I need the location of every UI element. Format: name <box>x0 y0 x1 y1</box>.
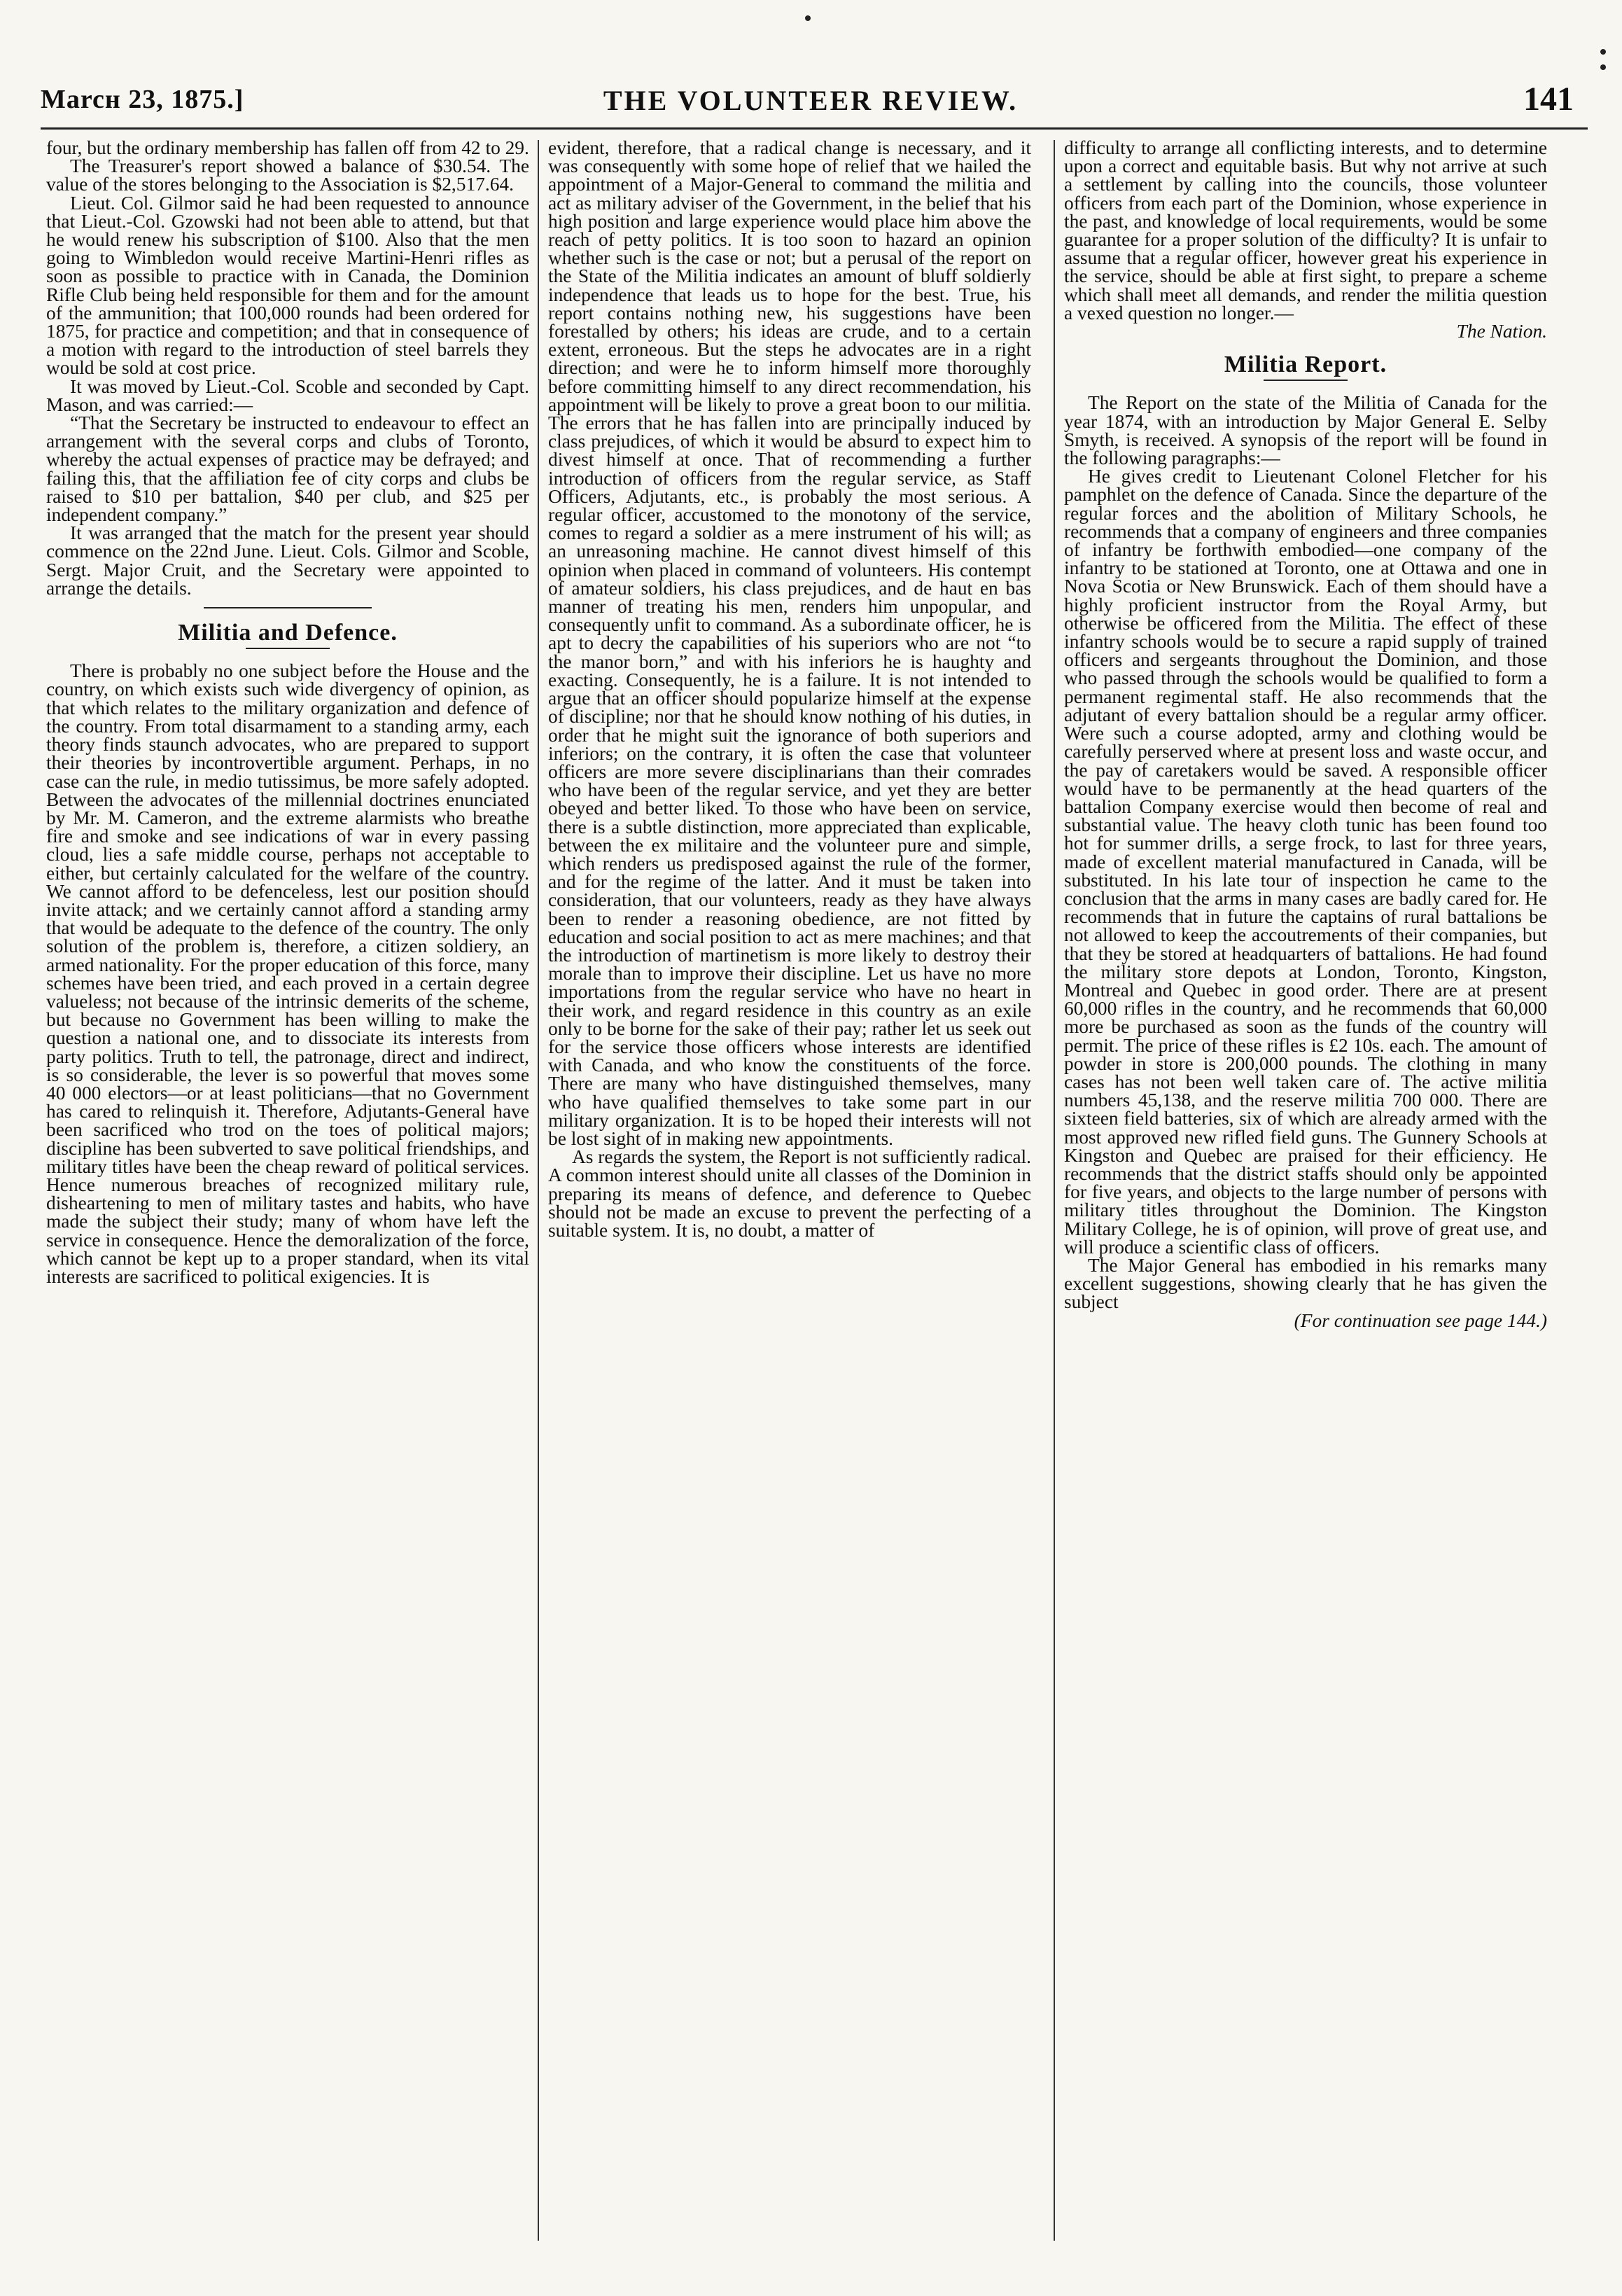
article-separator <box>204 607 372 608</box>
paragraph: As regards the system, the Report is not sufficiently radical. A common interest should unite all classes of the Dominion in preparing its means of defence, and deference to Quebec should not be made an excuse to prevent the perfecting of a suitable system. It is, no doubt, a matter of <box>548 1146 1031 1241</box>
heading-rule <box>246 648 330 649</box>
article-heading: Militia and Defence. <box>178 620 398 646</box>
heading-rule <box>1264 380 1348 381</box>
source-credit: The Nation. <box>1456 321 1547 342</box>
paragraph: The Report on the state of the Militia of Canada for the year 1874, with an introduction by Major General E. Selby Smyth, is received. A synopsis of the report will be found in the following paragraphs:— <box>1064 392 1547 469</box>
page-number: 141 <box>1523 81 1574 118</box>
print-speck <box>1600 49 1606 55</box>
column-3 <box>1064 139 1547 2239</box>
issue-date: Marcн 23, 1875.] <box>41 85 244 114</box>
paragraph: The Major General has embodied in his remarks many excellent suggestions, showing clearly that he has given the subject <box>1064 1254 1547 1313</box>
paragraph: four, but the ordinary membership has fallen off from 42 to 29. <box>46 139 529 158</box>
publication-title: THE VOLUNTEER REVIEW. <box>603 85 1019 116</box>
paragraph: He gives credit to Lieutenant Colonel Fletcher for his pamphlet on the defence of Canada. Since the departure of the regular forces and the abolition of Military Schools, he recommends that a company of engineers and three companies of infantry be forthwith embodied—one company of the infantry to be stationed at Toronto, one at Ottawa and one in Nova Scotia or New Brunswick. Each of them should have a highly proficient instructor from the Royal Army, but otherwise be officered from the Militia. The effect of these infantry schools would be to secure a rapid supply of trained officers and sergeants throughout the Dominion, and those who passed through the schools would be qualified to form a permanent regimental staff. He also recommends that the adjutant of every battalion should be a regular army officer. Were such a course adopted, army and clothing would be carefully perserved where at present loss and waste occur, and the pay of caretakers would be saved. A responsible officer would have to be permanently at the head quarters of the battalion Company exercise would then become of real and substantial value. The heavy cloth tunic has been found too hot for summer drills, a serge frock, to last for three years, made of excellent material manufactured in Canada, will be substituted. In his late tour of inspection he came to the conclusion that the arms in many cases are badly cared for. He recommends that in future the captains of rural battalions be not allowed to keep the accoutrements of their companies, but that they be stored at headquarters of battalions. He had found the military store depots at London, Toronto, Kingston, Montreal and Quebec in good order. There are at present 60,000 rifles in the country, and he recommends that 60,000 more be purchased as soon as the funds of the country will permit. The price of these rifles is £2 10s. each. The amount of powder in store is 200,000 pounds. The clothing in many cases has not been well taken care of. The active militia numbers 45,138, and the reserve militia 700 000. There are sixteen field batteries, six of which are already armed with the most approved new rifled field guns. The Gunnery Schools at Kingston and Quebec are praised for their efficiency. He recommends that the district staffs should only be appointed for five years, and objects to the large number of persons with military titles throughout the Dominion. The Kingston Military College, he is of opinion, will prove of great use, and will produce a scientific class of officers. <box>1064 466 1547 1258</box>
paragraph: difficulty to arrange all conflicting interests, and to determine upon a correct and equitable basis. But why not arrive at such a settlement by calling into the councils, those volunteer officers from each part of the Dominion, whose experience in the past, and knowledge of local requirements, would be some guarantee for a proper solution of the difficulty? It is unfair to assume that a regular officer, however great his experience in the service, should be able at first sight, to prepare a scheme which shall meet all demands, and render the militia question a vexed question no longer.— <box>1064 139 1547 323</box>
column-divider-2 <box>1054 140 1055 2241</box>
column-2 <box>548 139 1031 2239</box>
print-speck <box>805 15 811 21</box>
paragraph: Lieut. Col. Gilmor said he had been requested to announce that Lieut.-Col. Gzowski had not been able to attend, but that he would renew his subscription of $100. Also that the men going to Wimbledon would receive Martini-Henri rifles as soon as possible to practice with in Canada, the Dominion Rifle Club being held responsible for them and for the amount of the ammunition; that 100,000 rounds had been ordered for 1875, for practice and competition; and that in consequence of a motion with regard to the introduction of steel barrels they would be sold at cost price. <box>46 192 529 379</box>
quoted-motion: “That the Secretary be instructed to endeavour to effect an arrangement with the several corps and clubs of Toronto, whereby the actual expenses of practice may be defrayed; and failing this, that the affiliation fee of city corps and clubs be raised to $10 per battalion, $40 per club, and $25 per independent company.” <box>46 412 529 526</box>
page-header <box>41 78 1581 120</box>
print-speck <box>1600 64 1606 70</box>
paragraph: evident, therefore, that a radical change is necessary, and it was consequently with some hope of relief that we hailed the appointment of a Major-General to command the militia and act as military adviser of the Government, in the belief that his high position and large experience would place him above the reach of petty politics. It is too soon to hazard an opinion whether such is the case or not; but a perusal of the report on the State of the Militia indicates an amount of bluff soldierly independence that leads us to hope for the best. True, his report contains nothing new, his suggestions have been forestalled by others; his ideas are crude, and to a certain extent, erroneous. But the steps he advocates are in a right direction; and were he to inform himself more thoroughly before committing himself to any direct recommendation, his appointment will be likely to prove a great boon to our militia. The errors that he has fallen into are principally induced by class prejudices, of which it would be absurd to expect him to divest himself at once. That of recommending a further introduction of officers from the regular service, as Staff Officers, Adjutants, etc., is probably the most serious. A regular officer, accustomed to the monotony of the service, comes to regard a soldier as a mere instrument of his will; as an unreasoning machine. He cannot divest himself of this opinion when placed in command of volunteers. His contempt of amateur soldiers, his class prejudices, and de haut en bas manner of treating his men, renders him unpopular, and consequently unfit to command. As a subordinate officer, he is apt to decry the capabilities of his superiors who are not “to the manor born,” and with his inferiors he is haughty and exacting. Consequently, he is a failure. It is not intended to argue that an officer should popularize himself at the expense of discipline; nor that he should know nothing of his duties, in order that he might suit the ignorance of both superiors and inferiors; on the contrary, it is often the case that volunteer officers are more severe disciplinarians than their comrades who have been of the regular service, and yet they are better obeyed and better liked. To those who have been on service, there is a subtle distinction, more appreciated than explicable, between the ex militaire and the volunteer pure and simple, which renders us predisposed against the rule of the former, and for the regime of the latter. And it must be taken into consideration, that our volunteers, ready as they have always been to render a reasoning obedience, are not fitted by education and social position to act as mere machines; and that the introduction of martinetism is more likely to destroy their morale than to improve their discipline. Let us have no more importations from the regular service who have no heart in their work, and regard residence in this country as an exile only to be borne for the sake of their pay; rather let us seek out for the service those officers whose interests are identified with Canada, and who know the constituents of the force. There are many who have distinguished themselves, many who have qualified themselves to take some part in our military organization. It is to be hoped their interests will not be lost sight of in making new appointments. <box>548 139 1031 1149</box>
paragraph: It was arranged that the match for the present year should commence on the 22nd June. Lieut. Cols. Gilmor and Scoble, Sergt. Major Cruit, and the Secretary were appointed to arrange the details. <box>46 522 529 599</box>
continuation-note: (For continuation see page 144.) <box>1294 1309 1547 1331</box>
paragraph: There is probably no one subject before the House and the country, on which exists such wide divergency of opinion, as that which relates to the military organization and defence of the country. From total disarmament to a standing army, each theory finds staunch advocates, who are prepared to support their theories by incontrovertible argument. Perhaps, in no case can the rule, in medio tutissimus, be more safely adopted. Between the advocates of the millennial doctrines enunciated by Mr. M. Cameron, and the extreme alarmists who breathe fire and smoke and see indications of war in every passing cloud, lies a safe middle course, perhaps not acceptable to either, but certainly calculated for the welfare of the country. We cannot afford to be defenceless, lest our position should invite attack; and we certainly cannot afford a standing army that would be adequate to the defence of the country. The only solution of the problem is, therefore, a citizen soldiery, an armed nationality. For the proper education of this force, many schemes have been tried, and each proved in a certain degree valueless; not because of the intrinsic demerits of the scheme, but because no Government has been willing to make the question a national one, and to dissociate its interests from party politics. Truth to tell, the patronage, direct and indirect, is so considerable, the lever is so powerful that moves some 40 000 electors—or at least politicians—that no Government has cared to relinquish it. Therefore, Adjutants-General have been sacrificed who trod on the toes of political majors; discipline has been subverted to save political friendships, and military titles have been the cheap reward of political services. Hence numerous breaches of recognized military rule, disheartening to men of military tastes and habits, who have made the subject their study; many of whom have left the service in consequence. Hence the demoralization of the force, which cannot be kept up to a proper standard, when its vital interests are sacrificed to political exigencies. It is <box>46 660 529 1287</box>
paragraph: The Treasurer's report showed a balance of $30.54. The value of the stores belonging to the Association is $2,517.64. <box>46 155 529 195</box>
paragraph: It was moved by Lieut.-Col. Scoble and seconded by Capt. Mason, and was carried:— <box>46 375 529 415</box>
header-rule <box>41 127 1588 130</box>
column-1 <box>46 139 529 2239</box>
column-divider-1 <box>538 140 539 2241</box>
article-heading: Militia Report. <box>1224 352 1387 378</box>
